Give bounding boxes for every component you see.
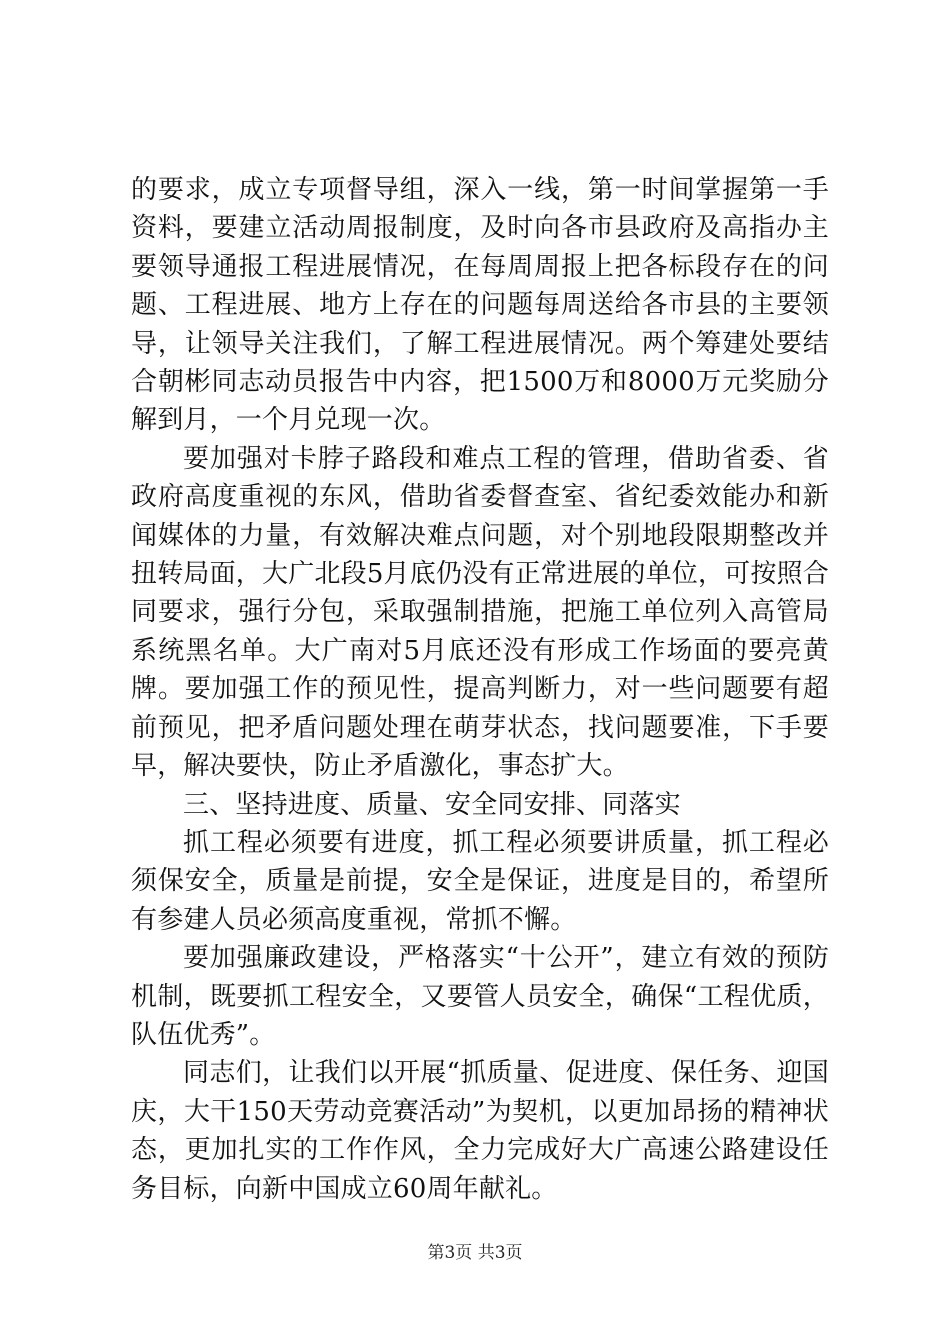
paragraph-continuation: 的要求，成立专项督导组，深入一线，第一时间掌握第一手资料，要建立活动周报制度，及时向各市县政府及高指办主要领导通报工程进展情况，在每周周报上把各标段存在的问题、工程进展、地方上存在的问题每周送给各市县的主要领导，让领导关注我们，了解工程进展情况。两个筹建处要结合朝彬同志动员报告中内容，把1500万和8000万元奖励分解到月，一个月兑现一次。	[131, 175, 829, 436]
document-body	[131, 171, 829, 1208]
paragraph-progress-quality-safety: 抓工程必须要有进度，抓工程必须要讲质量，抓工程必须保安全，质量是前提，安全是保证，进度是目的，希望所有参建人员必须高度重视，常抓不懈。	[131, 827, 829, 935]
paragraph-difficult-sections: 要加强对卡脖子路段和难点工程的管理，借助省委、省政府高度重视的东风，借助省委督查室、省纪委效能办和新闻媒体的力量，有效解决难点问题，对个别地段限期整改并扭转局面，大广北段5月底仍没有正常进展的单位，可按照合同要求，强行分包，采取强制措施，把施工单位列入高管局系统黑名单。大广南对5月底还没有形成工作场面的要亮黄牌。要加强工作的预见性，提高判断力，对一些问题要有超前预见，把矛盾问题处理在萌芽状态，找问题要准，下手要早，解决要快，防止矛盾激化，事态扩大。	[131, 443, 829, 782]
paragraph-closing: 同志们，让我们以开展“抓质量、促进度、保任务、迎国庆，大干150天劳动竞赛活动”为契机，以更加昂扬的精神状态，更加扎实的工作作风，全力完成好大广高速公路建设任务目标，向新中国成立60周年献礼。	[131, 1058, 829, 1204]
section-heading-three: 三、坚持进度、质量、安全同安排、同落实	[183, 789, 681, 820]
paragraph-integrity: 要加强廉政建设，严格落实“十公开”，建立有效的预防机制，既要抓工程安全，又要管人员安全，确保“工程优质，队伍优秀”。	[131, 943, 829, 1050]
page-number-footer: 第3页 共3页	[427, 1243, 523, 1263]
